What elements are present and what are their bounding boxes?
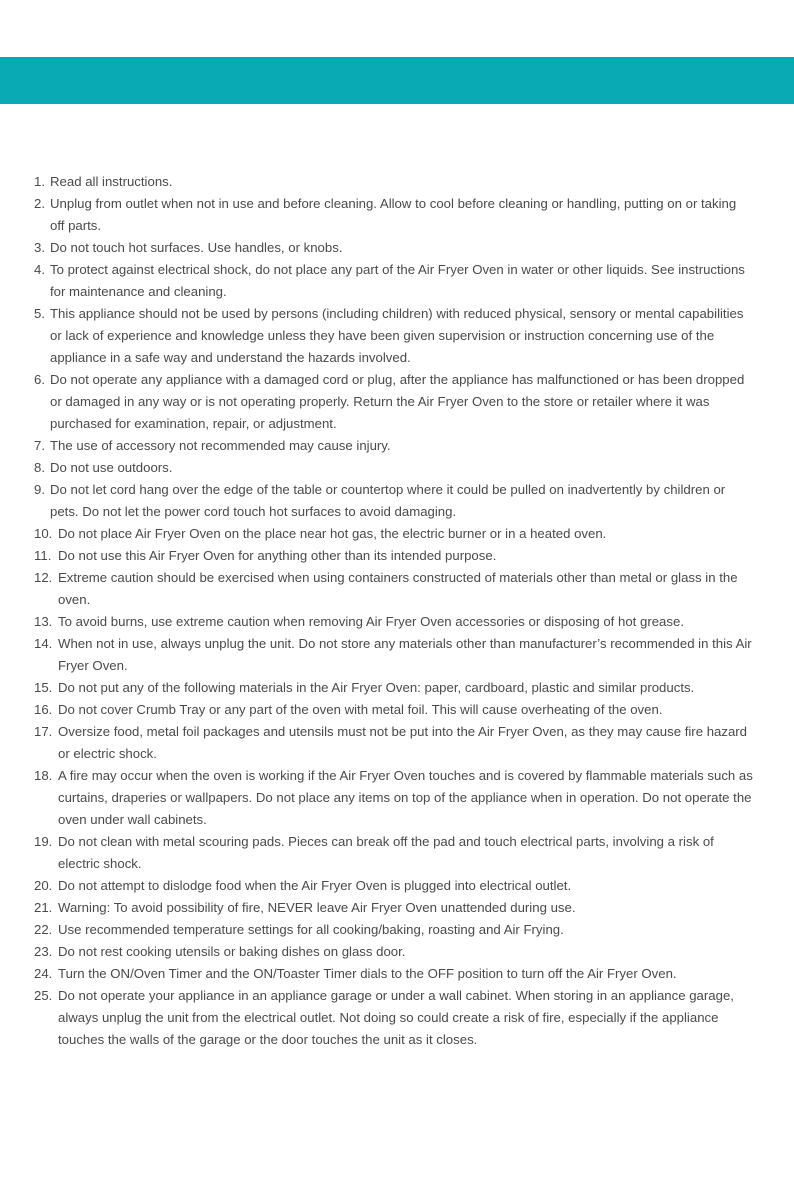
item-number: 20. bbox=[34, 878, 53, 893]
item-text: Read all instructions. bbox=[50, 174, 173, 189]
safety-instructions-list bbox=[34, 171, 754, 1051]
item-text: A fire may occur when the oven is working if the Air Fryer Oven touches and is covered by flammable materials such as curtains, draperies or wallpapers. Do not place any items on top of the appliance when in operation. Do not operate the oven under wall cabinets. bbox=[58, 768, 753, 827]
list-item bbox=[34, 633, 754, 677]
item-text: To avoid burns, use extreme caution when removing Air Fryer Oven accessories or disposing of hot grease. bbox=[58, 614, 684, 629]
item-text: Do not use outdoors. bbox=[50, 460, 173, 475]
list-item bbox=[34, 237, 754, 259]
header-band bbox=[0, 57, 794, 104]
list-item bbox=[34, 523, 754, 545]
list-item bbox=[34, 545, 754, 567]
item-text: Do not place Air Fryer Oven on the place near hot gas, the electric burner or in a heated oven. bbox=[58, 526, 607, 541]
list-item bbox=[34, 699, 754, 721]
item-number: 19. bbox=[34, 834, 53, 849]
item-text: Extreme caution should be exercised when using containers constructed of materials other than metal or glass in the oven. bbox=[58, 570, 738, 607]
list-item bbox=[34, 611, 754, 633]
list-item bbox=[34, 721, 754, 765]
item-number: 12. bbox=[34, 570, 53, 585]
list-item bbox=[34, 259, 754, 303]
list-item bbox=[34, 479, 754, 523]
item-text: Do not attempt to dislodge food when the Air Fryer Oven is plugged into electrical outlet. bbox=[58, 878, 572, 893]
item-number: 2. bbox=[34, 196, 45, 211]
item-text: Oversize food, metal foil packages and utensils must not be put into the Air Fryer Oven, as they may cause fire hazard or electric shock. bbox=[58, 724, 748, 761]
list-item bbox=[34, 765, 754, 831]
item-text: Do not rest cooking utensils or baking dishes on glass door. bbox=[58, 944, 406, 959]
item-text: To protect against electrical shock, do not place any part of the Air Fryer Oven in water or other liquids. See instructions for maintenance and cleaning. bbox=[50, 262, 745, 299]
list-item bbox=[34, 677, 754, 699]
item-number: 8. bbox=[34, 460, 45, 475]
item-number: 15. bbox=[34, 680, 53, 695]
list-item bbox=[34, 897, 754, 919]
item-text: Unplug from outlet when not in use and before cleaning. Allow to cool before cleaning or handling, putting on or taking off parts. bbox=[50, 196, 737, 233]
item-text: Do not operate your appliance in an appliance garage or under a wall cabinet. When storing in an appliance garage, always unplug the unit from the electrical outlet. Not doing so could create a risk of fire, especially if the appliance touches the walls of the garage or the door touches the unit as it closes. bbox=[58, 988, 734, 1047]
list-item bbox=[34, 963, 754, 985]
item-text: Turn the ON/Oven Timer and the ON/Toaster Timer dials to the OFF position to turn off the Air Fryer Oven. bbox=[58, 966, 677, 981]
list-item bbox=[34, 875, 754, 897]
list-item bbox=[34, 435, 754, 457]
list-item bbox=[34, 303, 754, 369]
list-item bbox=[34, 919, 754, 941]
list-item bbox=[34, 457, 754, 479]
item-number: 25. bbox=[34, 988, 53, 1003]
item-text: Use recommended temperature settings for all cooking/baking, roasting and Air Frying. bbox=[58, 922, 564, 937]
item-text: Do not use this Air Fryer Oven for anything other than its intended purpose. bbox=[58, 548, 497, 563]
item-number: 11. bbox=[34, 548, 52, 563]
item-text: When not in use, always unplug the unit. Do not store any materials other than manufacturer’s recommended in this Air Fryer Oven. bbox=[58, 636, 752, 673]
list-item bbox=[34, 193, 754, 237]
item-number: 17. bbox=[34, 724, 53, 739]
item-text: The use of accessory not recommended may cause injury. bbox=[50, 438, 391, 453]
item-number: 24. bbox=[34, 966, 53, 981]
item-number: 7. bbox=[34, 438, 45, 453]
item-number: 23. bbox=[34, 944, 53, 959]
item-text: Do not operate any appliance with a damaged cord or plug, after the appliance has malfunctioned or has been dropped or damaged in any way or is not operating properly. Return the Air Fryer Oven to the store or retailer where it was purchased for examination, repair, or adjustment. bbox=[50, 372, 745, 431]
list-item bbox=[34, 831, 754, 875]
item-text: Warning: To avoid possibility of fire, NEVER leave Air Fryer Oven unattended during use. bbox=[58, 900, 576, 915]
item-number: 21. bbox=[34, 900, 53, 915]
item-number: 4. bbox=[34, 262, 45, 277]
item-number: 14. bbox=[34, 636, 53, 651]
item-number: 22. bbox=[34, 922, 53, 937]
list-item bbox=[34, 567, 754, 611]
list-item bbox=[34, 369, 754, 435]
item-number: 3. bbox=[34, 240, 45, 255]
item-text: Do not let cord hang over the edge of the table or countertop where it could be pulled on inadvertently by children or pets. Do not let the power cord touch hot surfaces to avoid damaging. bbox=[50, 482, 726, 519]
list-item bbox=[34, 985, 754, 1051]
item-text: Do not clean with metal scouring pads. Pieces can break off the pad and touch electrical parts, involving a risk of electric shock. bbox=[58, 834, 714, 871]
item-number: 18. bbox=[34, 768, 53, 783]
item-number: 13. bbox=[34, 614, 53, 629]
item-number: 5. bbox=[34, 306, 45, 321]
item-number: 16. bbox=[34, 702, 53, 717]
item-number: 9. bbox=[34, 482, 45, 497]
item-text: Do not put any of the following materials in the Air Fryer Oven: paper, cardboard, plastic and similar products. bbox=[58, 680, 695, 695]
item-text: This appliance should not be used by persons (including children) with reduced physical, sensory or mental capabilities or lack of experience and knowledge unless they have been given supervision or instruction concerning use of the appliance in a safe way and understand the hazards involved. bbox=[50, 306, 744, 365]
item-number: 10. bbox=[34, 526, 53, 541]
list-item bbox=[34, 941, 754, 963]
item-text: Do not touch hot surfaces. Use handles, or knobs. bbox=[50, 240, 343, 255]
list-item bbox=[34, 171, 754, 193]
item-number: 1. bbox=[34, 174, 45, 189]
item-number: 6. bbox=[34, 372, 45, 387]
item-text: Do not cover Crumb Tray or any part of the oven with metal foil. This will cause overheating of the oven. bbox=[58, 702, 663, 717]
